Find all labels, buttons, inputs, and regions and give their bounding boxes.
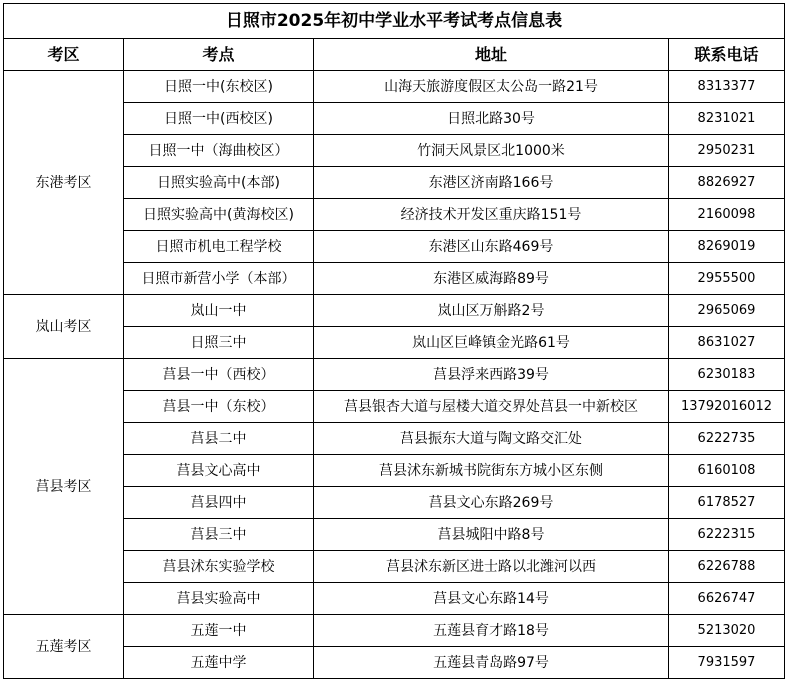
site-address: 莒县文心东路269号 (314, 487, 669, 519)
site-address: 日照北路30号 (314, 103, 669, 135)
header-district: 考区 (4, 39, 124, 71)
header-site: 考点 (124, 39, 314, 71)
site-address: 莒县银杏大道与屋楼大道交界处莒县一中新校区 (314, 391, 669, 423)
exam-site-table (3, 3, 785, 679)
site-phone: 2950231 (669, 135, 785, 167)
site-phone: 8826927 (669, 167, 785, 199)
site-phone: 2965069 (669, 295, 785, 327)
site-name: 日照市新营小学（本部） (124, 263, 314, 295)
site-address: 莒县城阳中路8号 (314, 519, 669, 551)
site-name: 五莲中学 (124, 647, 314, 679)
site-phone: 5213020 (669, 615, 785, 647)
site-address: 莒县沭东新城书院街东方城小区东侧 (314, 455, 669, 487)
site-name: 日照一中(西校区) (124, 103, 314, 135)
site-address: 山海天旅游度假区太公岛一路21号 (314, 71, 669, 103)
district-name: 五莲考区 (4, 615, 124, 679)
site-address: 莒县沭东新区进士路以北潍河以西 (314, 551, 669, 583)
site-name: 日照一中(东校区) (124, 71, 314, 103)
site-name: 日照一中（海曲校区） (124, 135, 314, 167)
site-phone: 8313377 (669, 71, 785, 103)
table-row (4, 71, 785, 103)
site-phone: 6178527 (669, 487, 785, 519)
site-name: 莒县文心高中 (124, 455, 314, 487)
site-name: 莒县实验高中 (124, 583, 314, 615)
site-name: 莒县二中 (124, 423, 314, 455)
site-name: 五莲一中 (124, 615, 314, 647)
site-name: 日照三中 (124, 327, 314, 359)
site-phone: 7931597 (669, 647, 785, 679)
header-address: 地址 (314, 39, 669, 71)
site-phone: 8269019 (669, 231, 785, 263)
site-name: 莒县沭东实验学校 (124, 551, 314, 583)
site-address: 莒县浮来西路39号 (314, 359, 669, 391)
site-phone: 6226788 (669, 551, 785, 583)
site-name: 莒县四中 (124, 487, 314, 519)
site-phone: 2955500 (669, 263, 785, 295)
table-row (4, 615, 785, 647)
site-address: 经济技术开发区重庆路151号 (314, 199, 669, 231)
site-phone: 6222735 (669, 423, 785, 455)
site-name: 岚山一中 (124, 295, 314, 327)
site-address: 东港区济南路166号 (314, 167, 669, 199)
site-address: 岚山区万斛路2号 (314, 295, 669, 327)
site-address: 五莲县育才路18号 (314, 615, 669, 647)
site-name: 日照实验高中(黄海校区) (124, 199, 314, 231)
site-address: 东港区山东路469号 (314, 231, 669, 263)
table-title: 日照市2025年初中学业水平考试考点信息表 (4, 4, 785, 39)
site-address: 莒县振东大道与陶文路交汇处 (314, 423, 669, 455)
site-name: 日照实验高中(本部) (124, 167, 314, 199)
site-address: 岚山区巨峰镇金光路61号 (314, 327, 669, 359)
site-address: 五莲县青岛路97号 (314, 647, 669, 679)
district-name: 莒县考区 (4, 359, 124, 615)
site-phone: 6626747 (669, 583, 785, 615)
site-name: 莒县三中 (124, 519, 314, 551)
site-name: 日照市机电工程学校 (124, 231, 314, 263)
district-name: 东港考区 (4, 71, 124, 295)
site-name: 莒县一中（东校） (124, 391, 314, 423)
district-name: 岚山考区 (4, 295, 124, 359)
header-phone: 联系电话 (669, 39, 785, 71)
exam-site-table-container (3, 3, 785, 679)
site-address: 东港区威海路89号 (314, 263, 669, 295)
site-address: 竹洞天风景区北1000米 (314, 135, 669, 167)
site-phone: 6230183 (669, 359, 785, 391)
table-row (4, 359, 785, 391)
table-row (4, 295, 785, 327)
site-phone: 8631027 (669, 327, 785, 359)
site-phone: 13792016012 (669, 391, 785, 423)
site-address: 莒县文心东路14号 (314, 583, 669, 615)
site-phone: 8231021 (669, 103, 785, 135)
site-phone: 6222315 (669, 519, 785, 551)
site-phone: 6160108 (669, 455, 785, 487)
site-name: 莒县一中（西校） (124, 359, 314, 391)
site-phone: 2160098 (669, 199, 785, 231)
